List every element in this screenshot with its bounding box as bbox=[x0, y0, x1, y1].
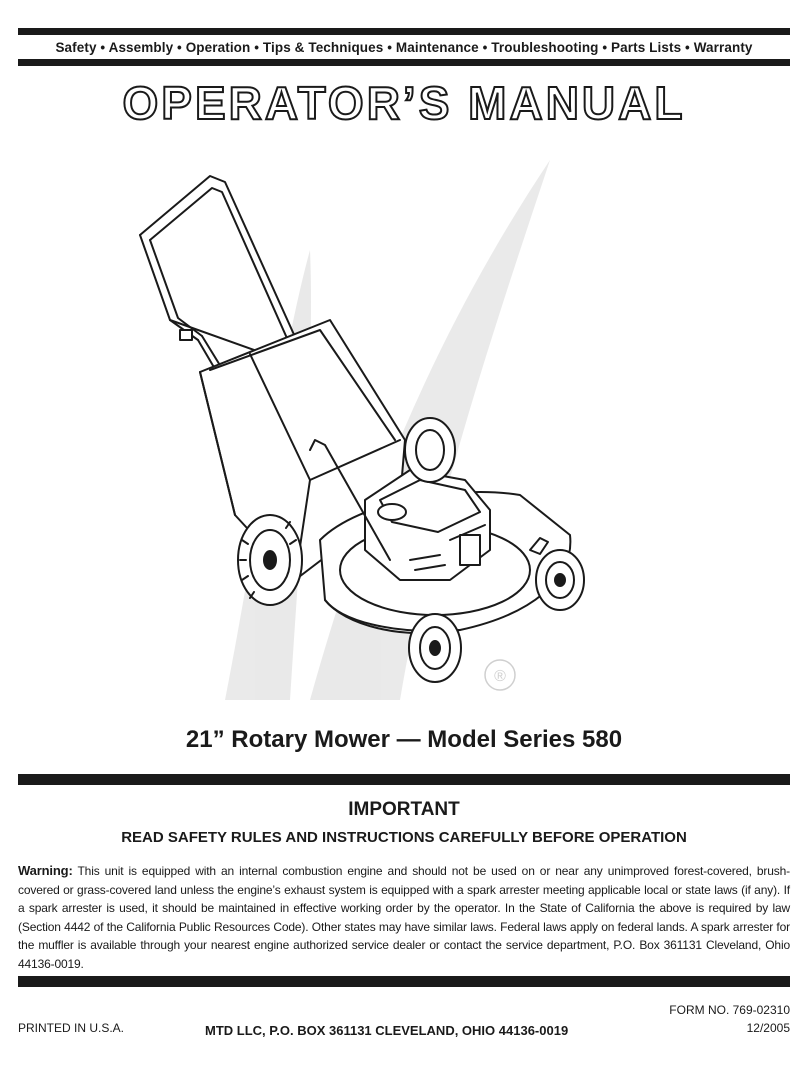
rear-wheel-right bbox=[405, 418, 455, 482]
page-title: OPERATOR’S MANUAL bbox=[122, 77, 686, 129]
registered-mark bbox=[485, 660, 515, 690]
warning-paragraph bbox=[18, 862, 790, 973]
warning-label: Warning: bbox=[18, 863, 73, 878]
divider-bottom bbox=[18, 976, 790, 987]
topics-text: Safety • Assembly • Operation • Tips & Techniques • Maintenance • Troubleshooting • Parts Lists • Warranty bbox=[55, 39, 753, 55]
front-wheel-left bbox=[409, 614, 461, 682]
warning-text: This unit is equipped with an internal combustion engine and should not be used on or near any unimproved forest-covered, brush-covered or grass-covered land unless the engine’s exhaust system is equipped with a spark arrester meeting applicable local or state laws (if any). If a spark arrester is used, it should be maintained in effective working order by the operator. In the State of California the above is required by law (Section 4442 of the California Public Resources Code). Other states may have similar laws. Federal laws apply on federal lands. A spark arrester for the muffler is available through your nearest engine authorized service dealer or contact the service department, P.O. Box 361131 Cleveland, Ohio 44136-0019. bbox=[18, 864, 790, 971]
model-title: 21” Rotary Mower — Model Series 580 bbox=[185, 726, 623, 753]
safety-subheading: READ SAFETY RULES AND INSTRUCTIONS CAREFULLY BEFORE OPERATION bbox=[121, 829, 687, 846]
company-address: MTD LLC, P.O. BOX 361131 CLEVELAND, OHIO 44136-0019 bbox=[205, 1023, 569, 1038]
svg-text:®: ® bbox=[494, 668, 506, 685]
lawn-mower-illustration bbox=[130, 140, 690, 710]
important-heading: IMPORTANT bbox=[348, 799, 460, 820]
front-wheel-right bbox=[536, 550, 584, 610]
form-date: 12/2005 bbox=[746, 1021, 790, 1035]
rear-wheel-left bbox=[238, 515, 302, 605]
handle-knob-left bbox=[180, 330, 192, 340]
topics-bar bbox=[18, 28, 790, 66]
printed-in: PRINTED IN U.S.A. bbox=[18, 1021, 125, 1035]
form-number: FORM NO. 769-02310 bbox=[669, 1003, 790, 1017]
divider-top bbox=[18, 774, 790, 785]
